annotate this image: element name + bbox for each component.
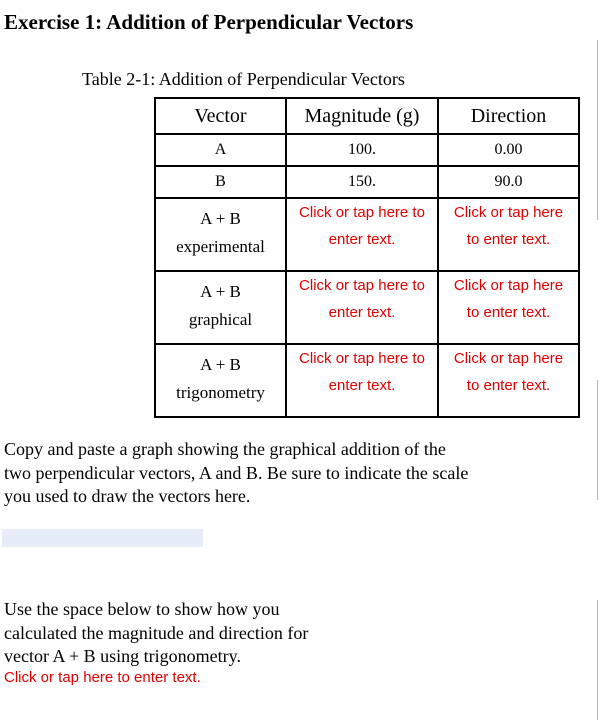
placeholder-line: Click or tap here to <box>299 277 425 294</box>
vector-method: experimental <box>176 237 265 256</box>
direction-placeholder[interactable] <box>438 198 579 271</box>
vector-method: graphical <box>188 310 253 329</box>
cell-vector <box>155 198 286 271</box>
table-row-b <box>155 166 579 198</box>
header-direction: Direction <box>438 98 579 134</box>
placeholder-line: Click or tap here <box>453 277 564 294</box>
placeholder-line: to enter text. <box>466 304 551 321</box>
exercise-heading: Exercise 1: Addition of Perpendicular Vectors <box>4 10 414 34</box>
placeholder-line: Click or tap here to <box>299 350 425 367</box>
placeholder-line: enter text. <box>328 377 396 394</box>
vectors-table <box>154 97 580 418</box>
magnitude-placeholder[interactable] <box>286 344 438 417</box>
cell-vector: B <box>155 166 286 198</box>
placeholder-line: enter text. <box>328 304 396 321</box>
cell-vector <box>155 271 286 344</box>
instruction-line: you used to draw the vectors here. <box>4 486 251 506</box>
cell-vector: A <box>155 134 286 166</box>
cell-direction: 0.00 <box>438 134 579 166</box>
page-edge-line <box>597 600 598 720</box>
table-row-trigonometry <box>155 344 579 417</box>
cell-vector <box>155 344 286 417</box>
placeholder-line: Click or tap here to <box>299 204 425 221</box>
page-edge-line <box>597 380 598 500</box>
table-row-experimental <box>155 198 579 271</box>
header-magnitude: Magnitude (g) <box>286 98 438 134</box>
placeholder-line: to enter text. <box>466 377 551 394</box>
cell-magnitude: 100. <box>286 134 438 166</box>
table-caption: Table 2-1: Addition of Perpendicular Vectors <box>82 69 405 89</box>
direction-placeholder[interactable] <box>438 344 579 417</box>
cell-direction: 90.0 <box>438 166 579 198</box>
placeholder-line: enter text. <box>328 231 396 248</box>
vector-label: A + B <box>200 209 241 228</box>
placeholder-line: Click or tap here <box>453 350 564 367</box>
table-row-a <box>155 134 579 166</box>
instruction-line: vector A + B using trigonometry. <box>4 646 241 666</box>
placeholder-line: Click or tap here <box>453 204 564 221</box>
trig-work-placeholder[interactable]: Click or tap here to enter text. <box>4 669 201 686</box>
instruction-line: Use the space below to show how you <box>4 599 280 619</box>
trig-instructions <box>4 598 364 669</box>
placeholder-line: to enter text. <box>466 231 551 248</box>
table-row-graphical <box>155 271 579 344</box>
direction-placeholder[interactable] <box>438 271 579 344</box>
vector-label: A + B <box>200 282 241 301</box>
vector-label: A + B <box>200 355 241 374</box>
graph-paste-area[interactable] <box>2 529 203 547</box>
header-vector: Vector <box>155 98 286 134</box>
magnitude-placeholder[interactable] <box>286 198 438 271</box>
instruction-line: two perpendicular vectors, A and B. Be sure to indicate the scale <box>4 462 469 483</box>
cell-magnitude: 150. <box>286 166 438 198</box>
instruction-line: Copy and paste a graph showing the graphical addition of the <box>4 439 446 459</box>
vector-method: trigonometry <box>176 383 265 402</box>
page-edge-line <box>597 40 598 220</box>
instruction-line: calculated the magnitude and direction for <box>4 622 309 643</box>
graph-instructions <box>4 438 564 509</box>
magnitude-placeholder[interactable] <box>286 271 438 344</box>
table-header-row <box>155 98 579 134</box>
